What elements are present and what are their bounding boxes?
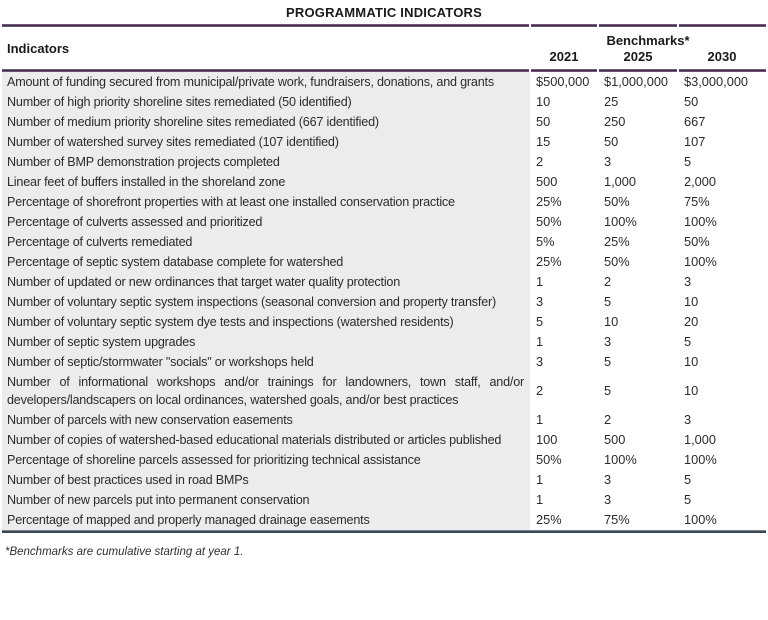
value-2025: 25 xyxy=(598,92,678,112)
value-2021: 3 xyxy=(530,292,598,312)
programmatic-indicators-table xyxy=(2,24,766,533)
value-2025: $1,000,000 xyxy=(598,72,678,92)
indicators-column-header: Indicators xyxy=(7,40,70,56)
table-row xyxy=(2,212,766,232)
value-2025: 50 xyxy=(598,132,678,152)
value-2021: 500 xyxy=(530,172,598,192)
value-2021: 5% xyxy=(530,232,598,252)
indicator-cell: Number of BMP demonstration projects completed xyxy=(2,152,530,172)
value-2021: 1 xyxy=(530,470,598,490)
value-2030: 100% xyxy=(678,450,766,470)
value-2030: 1,000 xyxy=(678,430,766,450)
value-2021: 15 xyxy=(530,132,598,152)
table-row xyxy=(2,430,766,450)
value-2021: 2 xyxy=(530,152,598,172)
indicator-cell: Percentage of shorefront properties with at least one installed conservation practice xyxy=(2,192,530,212)
value-2030: 10 xyxy=(678,372,766,410)
value-2025: 50% xyxy=(598,192,678,212)
value-2030: 3 xyxy=(678,272,766,292)
table-row xyxy=(2,332,766,352)
value-2030: 5 xyxy=(678,332,766,352)
indicator-cell: Percentage of shoreline parcels assessed for prioritizing technical assistance xyxy=(2,450,530,470)
indicator-cell: Number of informational workshops and/or trainings for landowners, town staff, and/or developers/landscapers on local ordinances, watershed goals, and/or best practices xyxy=(2,372,530,410)
table-body xyxy=(2,72,766,530)
value-2025: 2 xyxy=(598,272,678,292)
table-row xyxy=(2,352,766,372)
value-2021: 1 xyxy=(530,490,598,510)
value-2030: 100% xyxy=(678,212,766,232)
indicator-cell: Amount of funding secured from municipal/private work, fundraisers, donations, and grants xyxy=(2,72,530,92)
page-title: PROGRAMMATIC INDICATORS xyxy=(286,5,482,20)
value-2030: 2,000 xyxy=(678,172,766,192)
value-2030: 5 xyxy=(678,470,766,490)
indicator-cell: Percentage of culverts assessed and prioritized xyxy=(2,212,530,232)
benchmarks-header: Benchmarks* xyxy=(606,33,690,48)
value-2021: 25% xyxy=(530,252,598,272)
indicator-cell: Number of septic system upgrades xyxy=(2,332,530,352)
value-2021: 10 xyxy=(530,92,598,112)
value-2025: 25% xyxy=(598,232,678,252)
table-row xyxy=(2,132,766,152)
table-header xyxy=(2,24,766,72)
table-row xyxy=(2,312,766,332)
value-2025: 10 xyxy=(598,312,678,332)
indicator-cell: Number of watershed survey sites remediated (107 identified) xyxy=(2,132,530,152)
indicator-cell: Percentage of septic system database complete for watershed xyxy=(2,252,530,272)
indicator-cell: Number of parcels with new conservation easements xyxy=(2,410,530,430)
value-2030: 5 xyxy=(678,152,766,172)
indicator-cell: Number of updated or new ordinances that target water quality protection xyxy=(2,272,530,292)
table-row xyxy=(2,92,766,112)
table-row xyxy=(2,272,766,292)
value-2030: 50 xyxy=(678,92,766,112)
value-2021: 25% xyxy=(530,510,598,530)
value-2025: 3 xyxy=(598,332,678,352)
table-row xyxy=(2,510,766,530)
value-2025: 5 xyxy=(598,372,678,410)
table-row xyxy=(2,172,766,192)
value-2021: 1 xyxy=(530,410,598,430)
value-2025: 3 xyxy=(598,470,678,490)
table-row xyxy=(2,72,766,92)
value-2025: 500 xyxy=(598,430,678,450)
indicator-cell: Number of copies of watershed-based educational materials distributed or articles published xyxy=(2,430,530,450)
value-2021: $500,000 xyxy=(530,72,598,92)
indicator-cell: Number of medium priority shoreline sites remediated (667 identified) xyxy=(2,112,530,132)
value-2021: 1 xyxy=(530,272,598,292)
table-row xyxy=(2,252,766,272)
value-2021: 50% xyxy=(530,450,598,470)
value-2025: 5 xyxy=(598,352,678,372)
value-2030: $3,000,000 xyxy=(678,72,766,92)
indicator-cell: Number of new parcels put into permanent conservation xyxy=(2,490,530,510)
value-2021: 5 xyxy=(530,312,598,332)
table-row xyxy=(2,112,766,132)
value-2025: 3 xyxy=(598,152,678,172)
value-2021: 1 xyxy=(530,332,598,352)
value-2030: 10 xyxy=(678,352,766,372)
indicator-cell: Number of best practices used in road BMPs xyxy=(2,470,530,490)
table-row xyxy=(2,490,766,510)
table-row xyxy=(2,152,766,172)
value-2025: 2 xyxy=(598,410,678,430)
indicator-cell: Linear feet of buffers installed in the shoreland zone xyxy=(2,172,530,192)
indicator-cell: Percentage of culverts remediated xyxy=(2,232,530,252)
indicator-cell: Number of septic/stormwater "socials" or workshops held xyxy=(2,352,530,372)
value-2025: 100% xyxy=(598,450,678,470)
value-2030: 5 xyxy=(678,490,766,510)
table-row xyxy=(2,292,766,312)
indicator-cell: Percentage of mapped and properly managed drainage easements xyxy=(2,510,530,530)
year-header-2030: 2030 xyxy=(707,49,737,64)
indicator-cell: Number of voluntary septic system inspections (seasonal conversion and property transfer) xyxy=(2,292,530,312)
value-2030: 50% xyxy=(678,232,766,252)
indicator-cell: Number of high priority shoreline sites remediated (50 identified) xyxy=(2,92,530,112)
table-row xyxy=(2,410,766,430)
value-2025: 100% xyxy=(598,212,678,232)
value-2030: 100% xyxy=(678,252,766,272)
table-row xyxy=(2,372,766,410)
value-2021: 50% xyxy=(530,212,598,232)
value-2025: 250 xyxy=(598,112,678,132)
value-2030: 20 xyxy=(678,312,766,332)
value-2025: 5 xyxy=(598,292,678,312)
table-row xyxy=(2,470,766,490)
value-2021: 25% xyxy=(530,192,598,212)
value-2030: 75% xyxy=(678,192,766,212)
value-2025: 75% xyxy=(598,510,678,530)
footnote: *Benchmarks are cumulative starting at year 1. xyxy=(5,546,244,558)
value-2021: 50 xyxy=(530,112,598,132)
year-header-2021: 2021 xyxy=(549,49,579,64)
value-2025: 3 xyxy=(598,490,678,510)
value-2021: 2 xyxy=(530,372,598,410)
year-header-2025: 2025 xyxy=(623,49,653,64)
value-2030: 3 xyxy=(678,410,766,430)
indicator-cell: Number of voluntary septic system dye tests and inspections (watershed residents) xyxy=(2,312,530,332)
table-row xyxy=(2,192,766,212)
value-2025: 1,000 xyxy=(598,172,678,192)
table-row xyxy=(2,450,766,470)
value-2021: 3 xyxy=(530,352,598,372)
table-row xyxy=(2,232,766,252)
value-2030: 107 xyxy=(678,132,766,152)
value-2030: 100% xyxy=(678,510,766,530)
value-2025: 50% xyxy=(598,252,678,272)
value-2030: 667 xyxy=(678,112,766,132)
value-2021: 100 xyxy=(530,430,598,450)
value-2030: 10 xyxy=(678,292,766,312)
